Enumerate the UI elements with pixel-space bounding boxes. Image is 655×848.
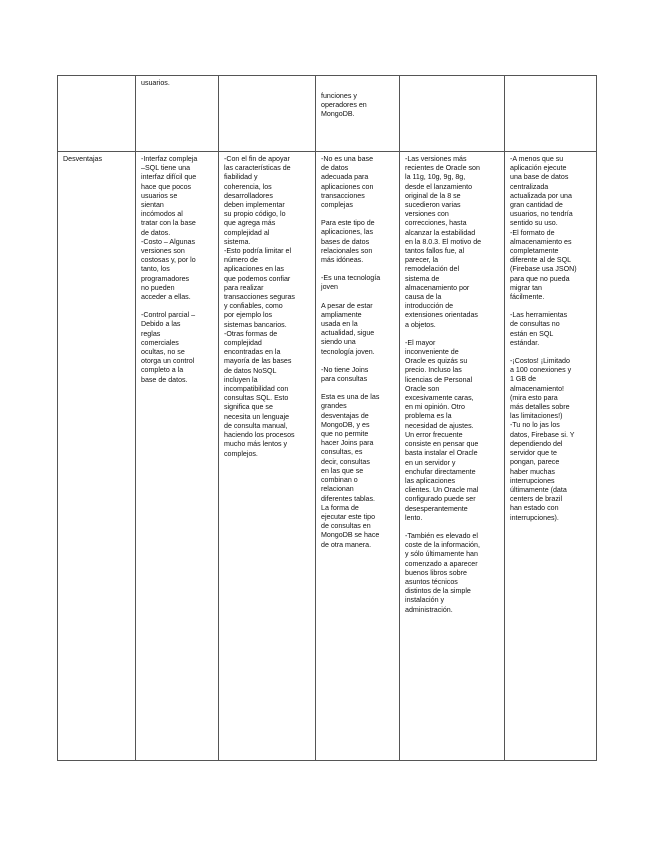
top-col3-cell <box>316 76 400 152</box>
col1-paragraph: -Control parcial – Debido a las reglas comerciales ocultas, no se otorga un control completo a la base de datos. <box>141 311 196 384</box>
top-col1-cell <box>136 76 219 152</box>
desventajas-col2-cell <box>219 152 316 761</box>
top-col1-text: usuarios. <box>141 79 170 87</box>
col3-paragraph: -No es una base de datos adecuada para aplicaciones con transacciones complejas <box>321 155 374 210</box>
comparison-table <box>57 75 597 761</box>
table-row-desventajas <box>58 152 597 761</box>
desventajas-col4-cell <box>400 152 505 761</box>
top-col3-text: funciones y operadores en MongoDB. <box>321 92 367 119</box>
col3-paragraph: A pesar de estar ampliamente usada en la actualidad, sigue siendo una tecnología joven. <box>321 301 375 356</box>
col4-paragraph: -También es elevado el coste de la información, y sólo últimamente han comenzado a aparecer buenos libros sobre asuntos técnicos distintos de la simple instalación y administración. <box>405 531 480 614</box>
col3-paragraph: Para este tipo de aplicaciones, las bases de datos relacionales son más idóneas. <box>321 219 375 265</box>
col5-paragraph: -¡Costos! ¡Limitado a 100 conexiones y 1 GB de almacenamiento! (mira esto para más detalles sobre las limitaciones!) -Tu no lo jas los datos, Firebase si. Y dependiendo del servidor que te pongan, parece haber muchas interrupciones últimamente (data centers de brazil han estado con interrupciones). <box>510 357 575 522</box>
desventajas-label: Desventajas <box>63 155 103 163</box>
col3-paragraph: -Es una tecnología joven <box>321 274 381 292</box>
col3-paragraph: -No tiene Joins para consultas <box>321 365 369 384</box>
desventajas-col5-cell <box>505 152 597 761</box>
desventajas-label-cell <box>58 152 136 761</box>
desventajas-col1-cell <box>136 152 219 761</box>
row-label-cell-empty <box>58 76 136 152</box>
top-col2-cell <box>219 76 316 152</box>
top-col4-cell <box>400 76 505 152</box>
col1-paragraph: -Interfaz compleja –SQL tiene una interfaz difícil que hace que pocos usuarios se sientan incómodos al tratar con la base de datos. -Costo – Algunas versiones son costosas y, por lo tanto, los programadores no pueden acceder a ellas. <box>141 155 198 302</box>
col3-paragraph: Esta es una de las grandes desventajas de MongoDB, y es que no permite hacer Joins para consultas, es decir, consultas en las que se combinan o relacionan diferentes tablas. La forma de ejecutar este tipo de consultas en MongoDB se hace de otra manera. <box>321 393 380 549</box>
col2-paragraph: -Con el fin de apoyar las características de fiabilidad y coherencia, los desarrolladores deben implementar su propio código, lo que agrega más complejidad al sistema. -Esto podría limitar el número de aplicaciones en las que podemos confiar para realizar transacciones seguras y confiables, como por ejemplo los sistemas bancarios. -Otras formas de complejidad encontradas en la mayoría de las bases de datos NoSQL incluyen la incompatibilidad con consultas SQL. Esto significa que se necesita un lenguaje de consulta manual, haciendo los procesos mucho más lentos y complejos. <box>224 155 295 458</box>
top-col5-cell <box>505 76 597 152</box>
desventajas-col3-cell <box>316 152 400 761</box>
table-row-top <box>58 76 597 152</box>
col5-paragraph: -Las herramientas de consultas no están en SQL estándar. <box>510 311 568 347</box>
col4-paragraph: -El mayor inconveniente de Oracle es quizás su precio. Incluso las licencias de Personal Oracle son excesivamente caras, en mi opinión. Otro problema es la necesidad de ajustes. Un error frecuente consiste en pensar que basta instalar el Oracle en un servidor y enchufar directamente las aplicaciones clientes. Un Oracle mal configurado puede ser desesperantemente lento. <box>405 338 479 522</box>
col4-paragraph: -Las versiones más recientes de Oracle son la 11g, 10g, 9g, 8g, desde el lanzamiento original de la 8 se sucedieron varias versiones con correcciones, hasta alcanzar la estabilidad en la 8.0.3. El motivo de tantos fallos fue, al parecer, la remodelación del sistema de almacenamiento por causa de la introducción de extensiones orientadas a objetos. <box>405 155 482 329</box>
col5-paragraph: -A menos que su aplicación ejecute una base de datos centralizada actualizada por una gran cantidad de usuarios, no tendría sentido su uso. -El formato de almacenamiento es completamente diferente al de SQL (Firebase usa JSON) para que no pueda migrar tan fácilmente. <box>510 155 577 302</box>
